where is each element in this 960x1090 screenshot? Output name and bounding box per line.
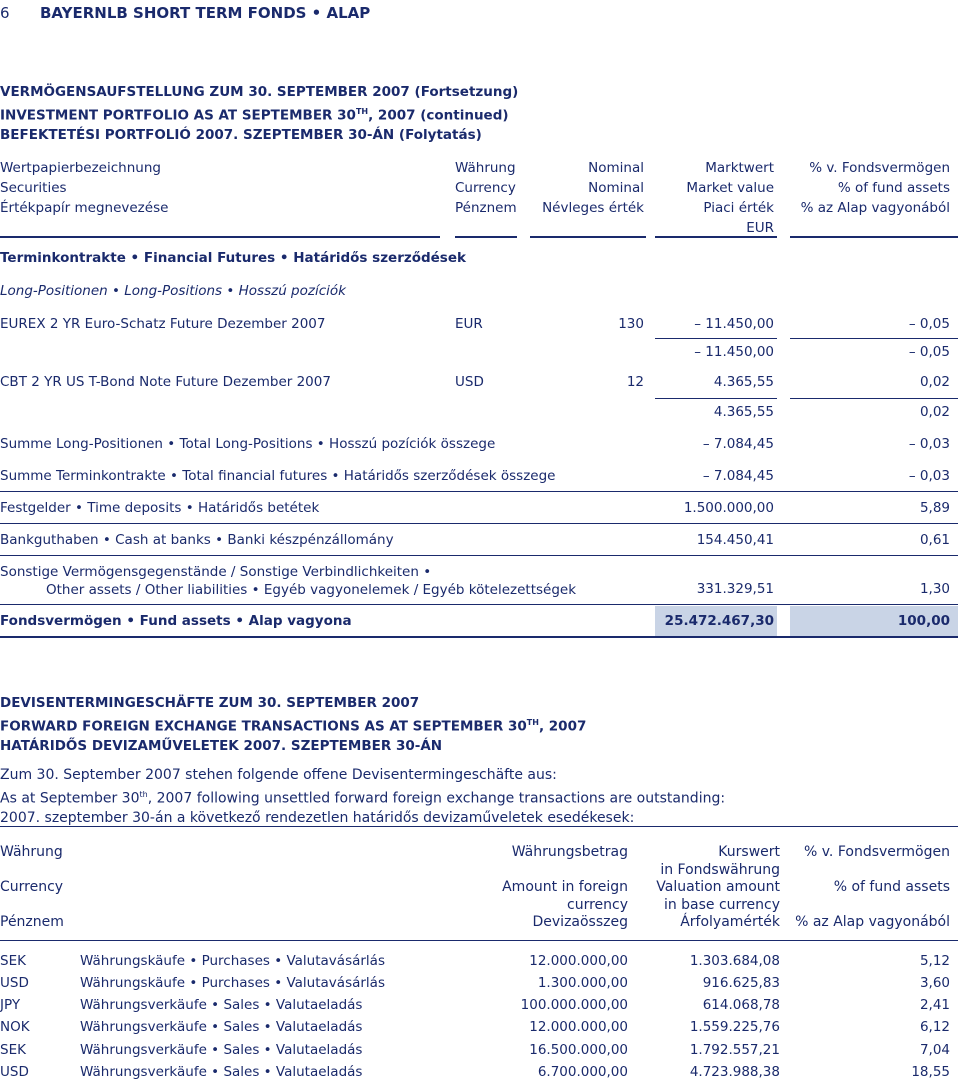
- total-long-pct: – 0,03: [908, 436, 950, 452]
- col-pct-header: % v. Fondsvermögen % of fund assets % az Alap vagyonából: [800, 160, 950, 216]
- fx-row-currency: SEK: [0, 1042, 26, 1058]
- subtotal-pct: – 0,05: [908, 344, 950, 360]
- header-rule: [455, 236, 517, 238]
- row-rule: [790, 398, 958, 399]
- fx-row-pct: 6,12: [919, 1019, 950, 1035]
- fx-row-desc: Währungsverkäufe • Sales • Valutaeladás: [80, 1064, 363, 1080]
- subtotal-pct: 0,02: [919, 404, 950, 420]
- total-long-value: – 7.084,45: [702, 436, 774, 452]
- fx-row-desc: Währungsverkäufe • Sales • Valutaeladás: [80, 1019, 363, 1035]
- fx-row-value: 916.625,83: [702, 975, 780, 991]
- table-row-value: – 11.450,00: [694, 316, 774, 332]
- fx-row-amount: 12.000.000,00: [529, 1019, 628, 1035]
- header-rule: [655, 236, 777, 238]
- fx-row-value: 614.068,78: [702, 997, 780, 1013]
- section2-title: DEVISENTERMINGESCHÄFTE ZUM 30. SEPTEMBER 2007 FORWARD FOREIGN EXCHANGE TRANSACTIONS AS AT SEPTEMBER 30TH, 2007 HATÁRIDŐS DEVIZAMŰVELETEK 2007. SZEPTEMBER 30-ÁN: [0, 695, 587, 754]
- other-assets-value: 331.329,51: [696, 581, 774, 597]
- fx-col-pct-0: % v. Fondsvermögen: [803, 844, 950, 860]
- header-rule: [0, 236, 440, 238]
- fx-col-pct-2: % az Alap vagyonából: [795, 914, 950, 930]
- table-row-pct: – 0,05: [908, 316, 950, 332]
- row-rule: [790, 338, 958, 339]
- row-rule: [655, 338, 777, 339]
- header-rule: [530, 236, 646, 238]
- futures-heading: Terminkontrakte • Financial Futures • Határidős szerződések: [0, 250, 466, 266]
- other-assets-pct: 1,30: [919, 581, 950, 597]
- time-deposits-value: 1.500.000,00: [683, 500, 774, 516]
- subtotal-value: 4.365,55: [713, 404, 774, 420]
- total-long-label: Summe Long-Positionen • Total Long-Positions • Hosszú pozíciók összege: [0, 436, 496, 452]
- fx-row-currency: USD: [0, 1064, 29, 1080]
- intro-rule: [0, 826, 958, 827]
- page-header-title: BAYERNLB SHORT TERM FONDS • ALAP: [40, 4, 371, 22]
- table-row-currency: USD: [455, 374, 484, 390]
- fx-col-pct-1: % of fund assets: [833, 879, 950, 895]
- time-deposits-label: Festgelder • Time deposits • Határidős betétek: [0, 500, 320, 516]
- row-rule: [0, 523, 958, 524]
- fx-row-pct: 5,12: [919, 953, 950, 969]
- fx-row-amount: 12.000.000,00: [529, 953, 628, 969]
- fx-row-value: 4.723.988,38: [689, 1064, 780, 1080]
- header-rule: [790, 236, 958, 238]
- fx-header-rule: [0, 940, 958, 941]
- fund-assets-value: 25.472.467,30: [664, 613, 774, 629]
- fx-col-currency-2: Pénznem: [0, 914, 64, 930]
- cash-at-banks-value: 154.450,41: [696, 532, 774, 548]
- table-row-name: EUREX 2 YR Euro-Schatz Future Dezember 2007: [0, 316, 326, 332]
- row-rule: [0, 491, 958, 492]
- fund-assets-label: Fondsvermögen • Fund assets • Alap vagyona: [0, 613, 352, 629]
- fx-row-desc: Währungskäufe • Purchases • Valutavásárlás: [80, 975, 385, 991]
- subtotal-value: – 11.450,00: [694, 344, 774, 360]
- fx-row-pct: 7,04: [919, 1042, 950, 1058]
- fx-row-value: 1.303.684,08: [689, 953, 780, 969]
- cash-at-banks-label: Bankguthaben • Cash at banks • Banki készpénzállomány: [0, 532, 394, 548]
- fx-row-amount: 16.500.000,00: [529, 1042, 628, 1058]
- time-deposits-pct: 5,89: [919, 500, 950, 516]
- row-rule: [0, 604, 958, 605]
- fx-row-amount: 100.000.000,00: [520, 997, 628, 1013]
- total-futures-value: – 7.084,45: [702, 468, 774, 484]
- fx-row-desc: Währungsverkäufe • Sales • Valutaeladás: [80, 997, 363, 1013]
- table-row-pct: 0,02: [919, 374, 950, 390]
- long-positions-heading: Long-Positionen • Long-Positions • Hosszú pozíciók: [0, 283, 346, 299]
- col-security-header: Wertpapierbezeichnung Securities Értékpapír megnevezése: [0, 160, 169, 216]
- fx-col-currency-1: Currency: [0, 879, 64, 895]
- fx-row-amount: 1.300.000,00: [537, 975, 628, 991]
- section2-intro: Zum 30. September 2007 stehen folgende offene Devisentermingeschäfte aus: As at September 30th, 2007 following unsettled forward foreign exchange transactions are outstanding: 2007. szeptember 30-án a következő rendezetlen határidős devizaműveletek esedékesek:: [0, 767, 726, 826]
- row-rule: [655, 398, 777, 399]
- fx-row-value: 1.559.225,76: [689, 1019, 780, 1035]
- section1-title: VERMÖGENSAUFSTELLUNG ZUM 30. SEPTEMBER 2007 (Fortsetzung) INVESTMENT PORTFOLIO AS AT SEPTEMBER 30TH, 2007 (continued) BEFEKTETÉSI PORTFOLIÓ 2007. SZEPTEMBER 30-ÁN (Folytatás): [0, 84, 519, 143]
- other-assets-label: Sonstige Vermögensgegenstände / Sonstige Verbindlichkeiten • Other assets / Other liabilities • Egyéb vagyonelemek / Egyéb kötelezettségek: [0, 564, 577, 598]
- fx-col-amount: Währungsbetrag Amount in foreign currency Devizaösszeg: [502, 844, 628, 931]
- table-row-nominal: 12: [626, 374, 644, 390]
- fx-row-pct: 18,55: [911, 1064, 950, 1080]
- table-row-name: CBT 2 YR US T-Bond Note Future Dezember 2007: [0, 374, 331, 390]
- fx-row-currency: SEK: [0, 953, 26, 969]
- total-futures-label: Summe Terminkontrakte • Total financial futures • Határidős szerződések összege: [0, 468, 556, 484]
- fx-row-pct: 3,60: [919, 975, 950, 991]
- fx-row-pct: 2,41: [919, 997, 950, 1013]
- table-row-currency: EUR: [455, 316, 483, 332]
- total-futures-pct: – 0,03: [908, 468, 950, 484]
- fx-row-amount: 6.700.000,00: [537, 1064, 628, 1080]
- fund-assets-pct: 100,00: [897, 613, 950, 629]
- total-rule: [0, 636, 958, 638]
- col-currency-header: Währung Currency Pénznem: [455, 160, 517, 216]
- fx-row-currency: JPY: [0, 997, 21, 1013]
- fx-col-rate: Kurswert in Fondswährung Valuation amount in base currency Árfolyamérték: [656, 844, 780, 931]
- fx-row-currency: USD: [0, 975, 29, 991]
- cash-at-banks-pct: 0,61: [919, 532, 950, 548]
- row-rule: [0, 555, 958, 556]
- fx-col-currency-0: Währung: [0, 844, 63, 860]
- fx-row-currency: NOK: [0, 1019, 30, 1035]
- table-row-value: 4.365,55: [713, 374, 774, 390]
- page-number: 6: [0, 4, 10, 22]
- col-nominal-header: Nominal Nominal Névleges érték: [542, 160, 644, 216]
- fx-row-value: 1.792.557,21: [689, 1042, 780, 1058]
- col-market-value-header: Marktwert Market value Piaci érték EUR: [686, 160, 774, 236]
- fx-row-desc: Währungsverkäufe • Sales • Valutaeladás: [80, 1042, 363, 1058]
- table-row-nominal: 130: [618, 316, 644, 332]
- fx-row-desc: Währungskäufe • Purchases • Valutavásárlás: [80, 953, 385, 969]
